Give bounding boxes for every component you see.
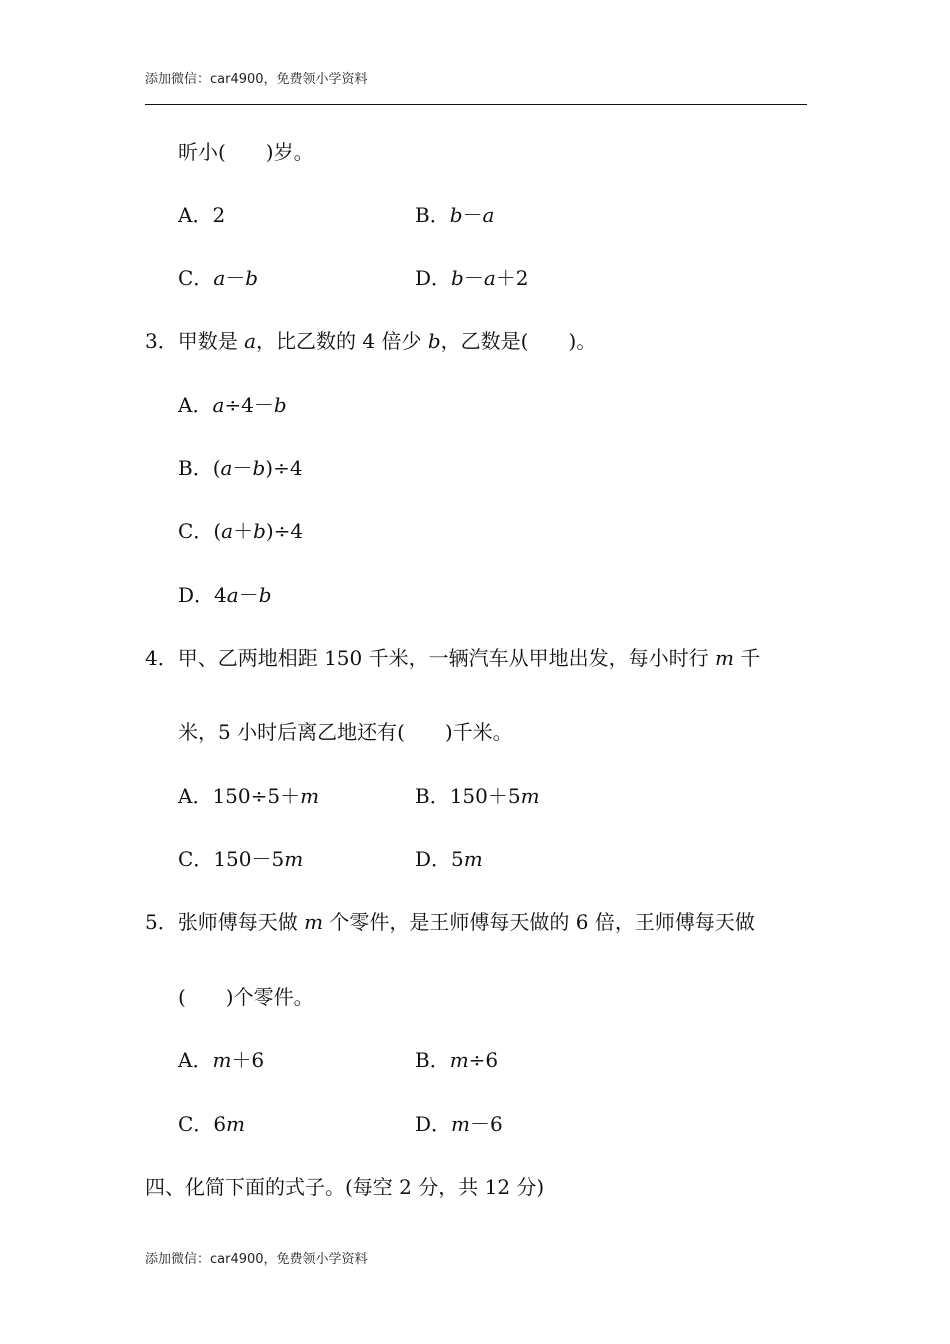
q4-option-c: C．150－5m [178, 847, 304, 871]
q3-option-a: A．a÷4－b [178, 393, 287, 417]
section-4-title: 四、化简下面的式子。(每空 2 分，共 12 分) [145, 1175, 545, 1199]
q5-option-b: B．m÷6 [415, 1048, 499, 1072]
q2-option-c: C．a－b [178, 266, 259, 290]
q3-option-b: B．(a－b)÷4 [178, 456, 303, 480]
q3-stem: 3．甲数是 a，比乙数的 4 倍少 b，乙数是( )。 [145, 329, 597, 353]
q5-stem-line1: 5．张师傅每天做 m 个零件，是王师傅每天做的 6 倍，王师傅每天做 [145, 910, 755, 934]
header-rule [145, 104, 807, 105]
q4-stem-line1: 4．甲、乙两地相距 150 千米，一辆汽车从甲地出发，每小时行 m 千 [145, 646, 761, 670]
q3-option-c: C．(a＋b)÷4 [178, 519, 304, 543]
q4-option-a: A．150÷5＋m [178, 784, 320, 808]
q4-option-d: D．5m [415, 847, 483, 871]
q2-option-b: B．b－a [415, 203, 495, 227]
q5-option-d: D．m－6 [415, 1112, 503, 1136]
q4-stem-line2: 米，5 小时后离乙地还有( )千米。 [178, 720, 513, 744]
q5-option-c: C．6m [178, 1112, 246, 1136]
q5-stem-line2: ( )个零件。 [178, 985, 314, 1009]
page-footer: 添加微信：car4900，免费领小学资料 [145, 1252, 368, 1267]
q3-option-d: D．4a－b [178, 583, 272, 607]
q2-option-a: A．2 [178, 203, 226, 227]
page-header: 添加微信：car4900，免费领小学资料 [145, 72, 368, 87]
q4-option-b: B．150＋5m [415, 784, 540, 808]
q2-continuation: 昕小( )岁。 [178, 140, 314, 164]
q5-option-a: A．m＋6 [178, 1048, 265, 1072]
q2-option-d: D．b－a＋2 [415, 266, 529, 290]
